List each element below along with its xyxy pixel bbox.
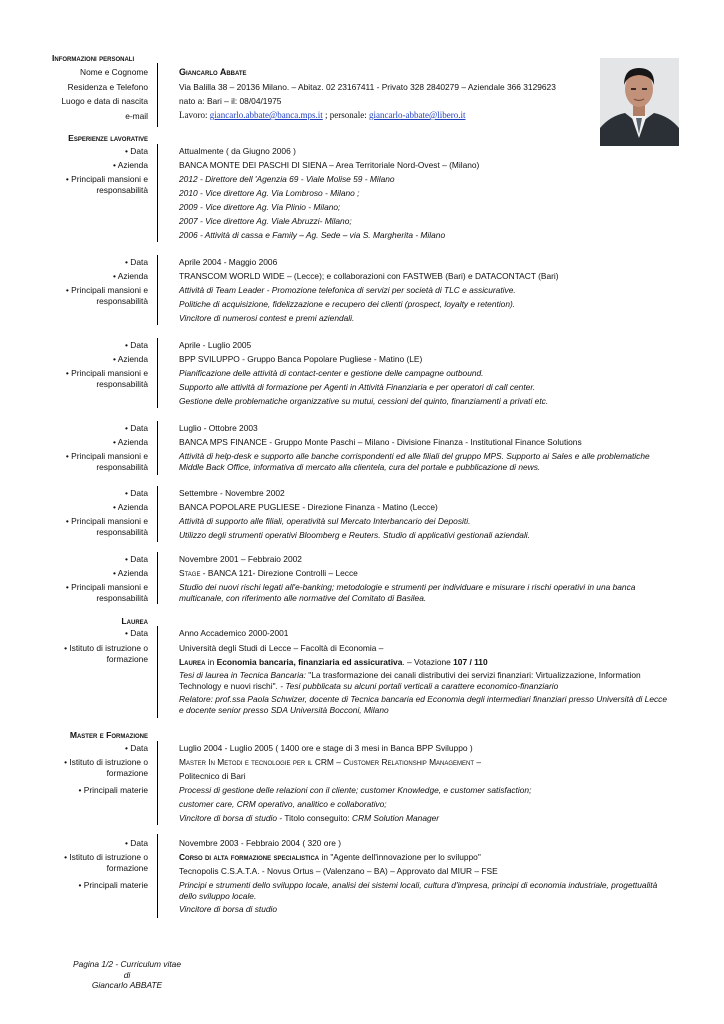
laurea-degree-name: Economia bancaria, finanziaria ed assicurativa: [216, 657, 403, 667]
section-title-laurea: Laurea: [121, 616, 148, 626]
job-3-duty: Supporto alle attività di formazione per Agenti in Attività Finanziaria e per operatori di call center.: [179, 382, 536, 392]
job-4-duties-label: • Principali mansioni e responsabilità: [65, 451, 148, 472]
job-5-duty: Attività di supporto alle filiali, operatività sul Mercato Interbancario dei Depositi.: [179, 516, 471, 526]
page-footer: [70, 959, 184, 991]
birth-label: Luogo e data di nascita: [61, 96, 148, 106]
job-4-company: BANCA MPS FINANCE - Gruppo Monte Paschi – Milano - Divisione Finanza - Institutional Finance Solutions: [179, 437, 582, 447]
divider-master-2: [157, 834, 158, 918]
job-3-date: Aprile - Luglio 2005: [179, 340, 252, 350]
job-1-date-label: • Data: [125, 146, 148, 156]
laurea-degree-word: Laurea: [179, 657, 206, 667]
laurea-university: Università degli Studi di Lecce – Facoltà di Economia –: [179, 643, 384, 653]
job-5-company: BANCA POPOLARE PUGLIESE - Direzione Finanza - Matino (Lecce): [179, 502, 438, 512]
job-1-duty: 2009 - Vice direttore Ag. Via Plinio - Milano;: [179, 202, 341, 212]
job-2-company: TRANSCOM WORLD WIDE – (Lecce); e collaborazioni con FASTWEB (Bari) e DATACONTACT (Bari): [179, 271, 559, 281]
job-2-duties-label: • Principali mansioni e responsabilità: [65, 285, 148, 306]
job-6-company-line: [179, 568, 358, 579]
email-label: e-mail: [125, 111, 148, 121]
job-6-date: Novembre 2001 – Febbraio 2002: [179, 554, 302, 564]
master-1-extra-b: - Titolo conseguito:: [277, 813, 353, 823]
section-title-experience: Esperienze lavorative: [68, 133, 148, 143]
job-1-company-label: • Azienda: [112, 160, 148, 170]
section-title-master: Master e Formazione: [69, 730, 148, 740]
job-1-duty: 2010 - Vice direttore Ag. Via Lombroso - Milano ;: [179, 188, 360, 198]
email-mid: ; personale:: [322, 110, 369, 120]
name-label: Nome e Cognome: [80, 67, 148, 77]
master-1-subject: Processi di gestione delle relazioni con il cliente; customer Knowledge, e customer satisfaction;: [179, 785, 532, 795]
job-4-company-label: • Azienda: [112, 437, 148, 447]
divider-job-4: [157, 421, 158, 475]
master-2-title: Corso di alta formazione specialistica: [179, 852, 320, 862]
master-2-subject: Principi e strumenti dello sviluppo locale, analisi dei sistemi locali, cultura d'impresa, principi di economia industriale, progettualità dello sviluppo locale.: [179, 880, 658, 901]
divider-job-5: [157, 486, 158, 542]
name-value: Giancarlo Abbate: [179, 67, 247, 77]
job-1-duty: 2007 - Vice direttore Ag. Viale Abruzzi- Milano;: [179, 216, 352, 226]
job-4-duty: Attività di help-desk e supporto alle banche corrispondenti ed alle filiali del gruppo MPS. Supporto ai Sales e alle problematiche Middle Back Office, informativa di mercato alla clientela, cura del portale e pubblicazione di news.: [179, 451, 650, 472]
job-3-duties-label: • Principali mansioni e responsabilità: [65, 368, 148, 389]
job-4-date: Luglio - Ottobre 2003: [179, 423, 258, 433]
job-5-duty: Utilizzo degli strumenti operativi Bloomberg e Reuters. Studio di applicativi gestionali aziendali.: [179, 530, 530, 540]
divider-personal: [157, 63, 158, 127]
divider-job-6: [157, 552, 158, 604]
laurea-relatore: Relatore: prof.ssa Paola Schwizer, docente di Tecnica bancaria ed Economia degli intermediari finanziari presso Università di Lecce e docente senior presso SDA Università Bocconi, Milano: [179, 694, 668, 715]
master-1-date-label: • Data: [125, 743, 148, 753]
portrait-image: [600, 58, 679, 146]
master-2-subjects-label: • Principali materie: [78, 880, 148, 890]
email-prefix: Lavoro:: [179, 110, 210, 120]
job-6-company-label: • Azienda: [112, 568, 148, 578]
birth-value: nato a: Bari – il: 08/04/1975: [179, 96, 282, 106]
footer-line-2: Giancarlo ABBATE: [91, 980, 163, 990]
job-3-duty: Pianificazione delle attività di contact-center e gestione delle campagne outbound.: [179, 368, 484, 378]
master-2-date-label: • Data: [125, 838, 148, 848]
laurea-degree-line: [179, 657, 488, 668]
laurea-institute-label: • Istituto di istruzione o formazione: [64, 643, 148, 664]
job-2-duty: Politiche di acquisizione, fidelizzazione e recupero dei clienti (prospect, loyalty e retention).: [179, 299, 516, 309]
email-work-link[interactable]: giancarlo.abbate@banca.mps.it: [209, 110, 323, 120]
job-2-date-label: • Data: [125, 257, 148, 267]
laurea-vote-text: . – Votazione: [402, 657, 454, 667]
master-1-institute-label: • Istituto di istruzione o formazione: [64, 757, 148, 778]
footer-line-1: Pagina 1/2 - Curriculum vitae di: [73, 959, 181, 980]
master-2-title-rest: in "Agente dell'innovazione per lo sviluppo": [319, 852, 481, 862]
master-2-subject: Vincitore di borsa di studio: [179, 904, 278, 914]
job-1-duties-label: • Principali mansioni e responsabilità: [65, 174, 148, 195]
job-6-duty: Studio dei nuovi rischi legati all'e-banking; metodologie e strumenti per individuare e misurare i rischi operativi in una banca multicanale, con riferimento alle normative del Comitato di Basilea.: [179, 582, 636, 603]
section-title-personal: Informazioni personali: [52, 53, 135, 63]
master-1-subjects-label: • Principali materie: [78, 785, 148, 795]
job-2-company-label: • Azienda: [112, 271, 148, 281]
master-1-date: Luglio 2004 - Luglio 2005 ( 1400 ore e stage di 3 mesi in Banca BPP Sviluppo ): [179, 743, 473, 753]
master-1-extra-a: Vincitore di borsa di studio: [179, 813, 278, 823]
job-2-duty: Vincitore di numerosi contest e premi aziendali.: [179, 313, 355, 323]
divider-laurea: [157, 626, 158, 718]
job-5-company-label: • Azienda: [112, 502, 148, 512]
divider-job-3: [157, 338, 158, 408]
job-2-date: Aprile 2004 - Maggio 2006: [179, 257, 278, 267]
master-1-title: Master In Metodi e tecnologie per il CRM – Customer Relationship Management –: [179, 757, 482, 767]
laurea-thesis-intro: Tesi di laurea in Tecnica Bancaria:: [179, 670, 309, 680]
job-6-duties-label: • Principali mansioni e responsabilità: [65, 582, 148, 603]
divider-job-1: [157, 144, 158, 242]
job-1-duty: 2006 - Attività di cassa e Family – Ag. Sede – via S. Margherita - Milano: [179, 230, 446, 240]
job-3-date-label: • Data: [125, 340, 148, 350]
master-1-extra-line: [179, 813, 439, 824]
job-3-duty: Gestione delle problematiche organizzative su mutui, cessioni del quinto, finanziamenti a privati etc.: [179, 396, 549, 406]
job-6-company-stage: Stage: [179, 568, 201, 578]
job-5-date-label: • Data: [125, 488, 148, 498]
master-2-date: Novembre 2003 - Febbraio 2004 ( 320 ore ): [179, 838, 342, 848]
job-1-date: Attualmente ( da Giugno 2006 ): [179, 146, 296, 156]
email-personal-link[interactable]: giancarlo-abbate@libero.it: [369, 110, 466, 120]
laurea-thesis-rest: . - Tesi pubblicata su alcuni portali verticali a carattere economico-finanziario: [275, 680, 559, 691]
job-5-date: Settembre - Novembre 2002: [179, 488, 285, 498]
job-2-duty: Attività di Team Leader - Promozione telefonica di servizi per società di TLC e assicurative.: [179, 285, 516, 295]
address-label: Residenza e Telefono: [67, 82, 148, 92]
master-2-institute: Tecnopolis C.S.A.T.A. - Novus Ortus – (Valenzano – BA) – Approvato dal MIUR – FSE: [179, 866, 498, 876]
job-3-company-label: • Azienda: [112, 354, 148, 364]
master-1-subject: customer care, CRM operativo, analitico e collaborativo;: [179, 799, 387, 809]
laurea-degree-in: in: [205, 657, 217, 667]
master-1-extra-c: CRM Solution Manager: [352, 813, 440, 823]
email-line: [179, 110, 466, 121]
address-value: Via Balilla 38 – 20136 Milano. – Abitaz. 02 23167411 - Privato 328 2840279 – Aziendale 366 3129623: [179, 82, 556, 92]
job-4-date-label: • Data: [125, 423, 148, 433]
laurea-thesis: [179, 670, 669, 691]
job-3-company: BPP SVILUPPO - Gruppo Banca Popolare Pugliese - Matino (LE): [179, 354, 423, 364]
laurea-date: Anno Accademico 2000-2001: [179, 628, 289, 638]
laurea-vote: 107 / 110: [453, 657, 488, 667]
profile-photo: [600, 58, 679, 146]
master-2-title-line: [179, 852, 481, 863]
job-6-company: - BANCA 121- Direzione Controlli – Lecce: [200, 568, 358, 578]
divider-master-1: [157, 741, 158, 825]
job-5-duties-label: • Principali mansioni e responsabilità: [65, 516, 148, 537]
job-1-duty: 2012 - Direttore dell 'Agenzia 69 - Viale Molise 59 - Milano: [179, 174, 395, 184]
laurea-thesis-title: "La trasformazione dei canali distributivi dei servizi finanziari: Virtualizzazione, Information Technology e nuovi rischi": [179, 670, 641, 691]
master-1-institute: Politecnico di Bari: [179, 771, 246, 781]
divider-job-2: [157, 255, 158, 325]
laurea-date-label: • Data: [125, 628, 148, 638]
master-2-institute-label: • Istituto di istruzione o formazione: [64, 852, 148, 873]
job-1-company: BANCA MONTE DEI PASCHI DI SIENA – Area Territoriale Nord-Ovest – (Milano): [179, 160, 480, 170]
job-6-date-label: • Data: [125, 554, 148, 564]
